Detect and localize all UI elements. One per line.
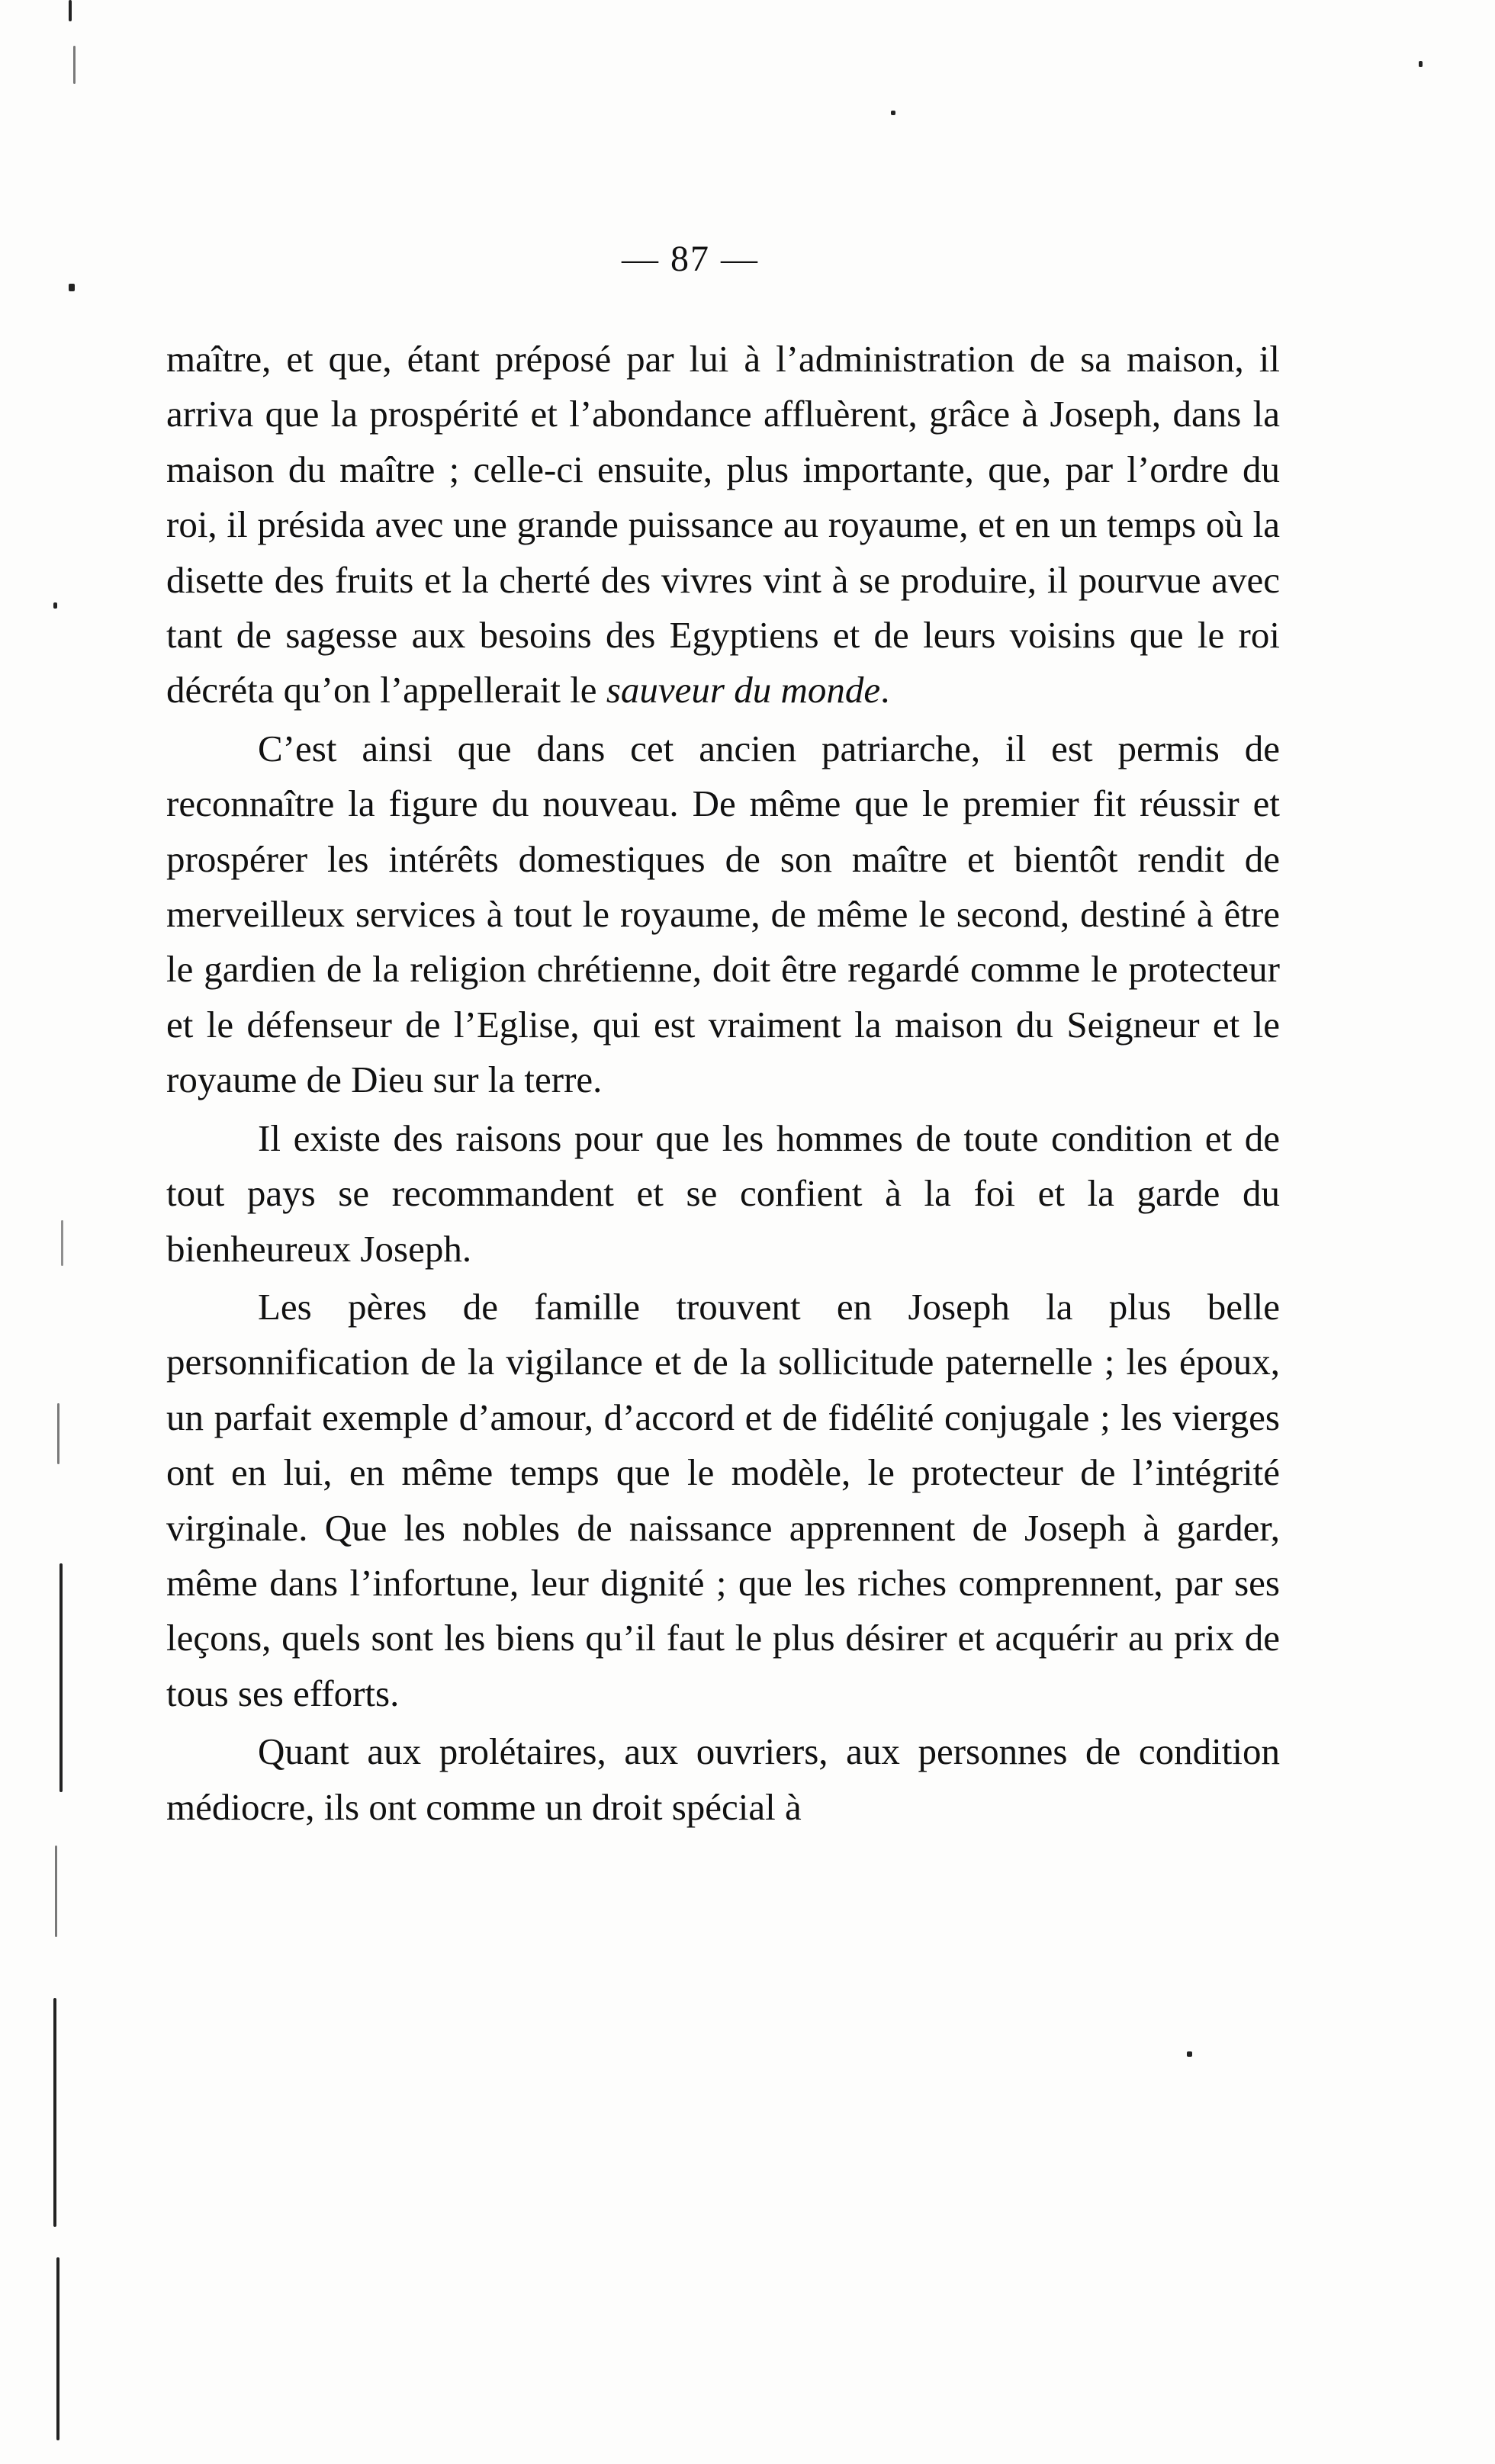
scan-mark: [61, 1220, 63, 1266]
scan-mark: [69, 0, 72, 21]
scan-mark: [73, 46, 76, 84]
paragraph-1-italic: sauveur du monde: [606, 669, 881, 712]
scan-mark: [59, 1563, 63, 1792]
paragraph-5: Quant aux prolétaires, aux ouvriers, aux personnes de condition médiocre, ils ont comme un droit spécial à: [166, 1730, 1280, 1828]
paragraph-1: [166, 332, 1280, 718]
scan-mark: [53, 1998, 56, 2227]
paragraph-2: C’est ainsi que dans cet ancien patriarche, il est permis de reconnaître la figure du nouveau. De même que le premier fit réussir et prospérer les intérêts domestiques de son maître et bientôt rendit de merveilleux services à tout le royaume, de même le second, destiné à être le gardien de la religion chrétienne, doit être regardé comme le protecteur et le défenseur de l’Eglise, qui est vraiment la maison du Seigneur et le royaume de Dieu sur la terre.: [166, 727, 1280, 1101]
page-number: — 87 —: [622, 239, 759, 279]
paragraph-3: Il existe des raisons pour que les hommes de toute condition et de tout pays se recommandent et se confient à la foi et la garde du bienheureux Joseph.: [166, 1116, 1280, 1270]
scan-mark: [1187, 2051, 1192, 2057]
scan-mark: [1419, 61, 1423, 67]
scan-mark: [891, 111, 895, 115]
paragraph-4: Les pères de famille trouvent en Joseph la plus belle personnification de la vigilance et de la sollicitude paternelle ; les époux, un parfait exemple d’amour, d’accord et de fidélité conjugale ; les vierges ont en lui, en même temps que le modèle, le protecteur de l’intégrité virginale. Que les nobles de naissance apprennent de Joseph à garder, même dans l’infortune, leur dignité ; que les riches comprennent, par ses leçons, quels sont les biens qu’il faut le plus désirer et acquérir au prix de tous ses efforts.: [166, 1285, 1280, 1714]
scan-mark: [57, 1403, 59, 1464]
scan-mark: [55, 1846, 57, 1937]
scan-mark: [53, 602, 57, 609]
body-text: [166, 332, 1280, 1835]
scan-mark: [69, 284, 75, 291]
scan-mark: [56, 2257, 59, 2440]
paragraph-1-end: .: [880, 669, 890, 712]
paragraph-1-text: maître, et que, étant préposé par lui à l’administration de sa maison, il arriva que la prospérité et l’abondance affluèrent, grâce à Joseph, dans la maison du maître ; celle-ci ensuite, plus importante, que, par l’ordre du roi, il présida avec une grande puissance au royaume, et en un temps où la disette des fruits et la cherté des vivres vint à se produire, il pourvue avec tant de sagesse aux besoins des Egyptiens et de leurs voisins que le roi décréta qu’on l’appellerait le: [166, 338, 1280, 712]
